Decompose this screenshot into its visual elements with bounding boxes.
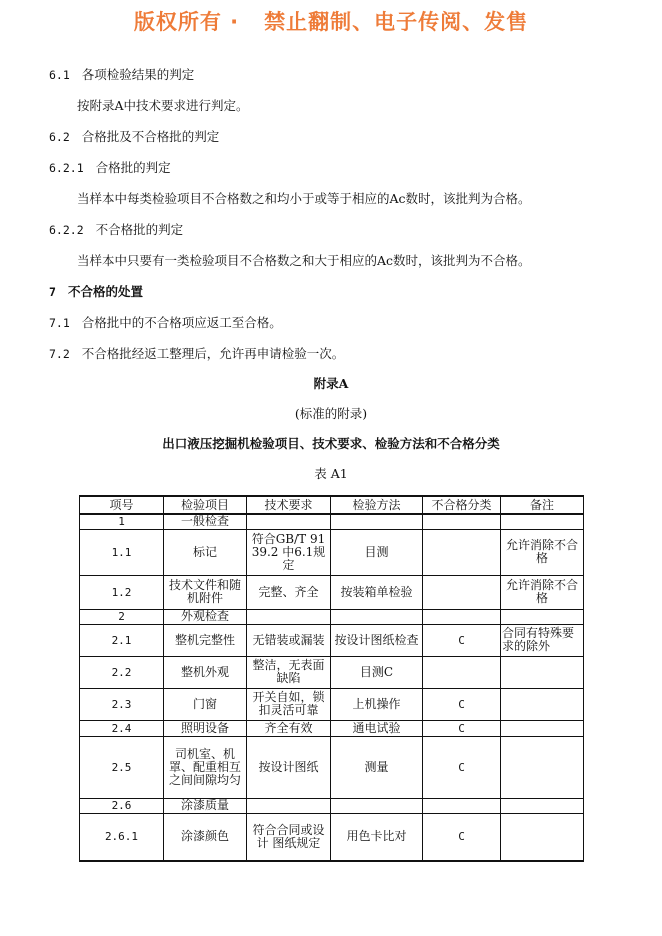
section-title: 合格批中的不合格项应返工至合格。	[81, 315, 282, 330]
column-header: 不合格分类	[423, 496, 501, 514]
cell-item-number: 2.6.1	[80, 813, 164, 861]
cell-technical-requirement: 齐全有效	[247, 720, 331, 736]
cell-inspection-item: 标记	[164, 529, 247, 575]
section-6-1	[49, 65, 194, 83]
table-row	[80, 575, 584, 609]
section-7-2	[49, 344, 344, 362]
cell-inspection-method: 目测C	[331, 656, 423, 688]
cell-remarks: 允许消除不合格	[501, 529, 584, 575]
inspection-table	[79, 495, 584, 862]
cell-nonconformity-class: C	[423, 688, 501, 720]
cell-inspection-item: 司机室、机罩、配重相互之间间隙均匀	[164, 736, 247, 798]
cell-inspection-method	[331, 514, 423, 529]
column-header: 备注	[501, 496, 584, 514]
table-label: 表 A1	[314, 466, 348, 481]
cell-inspection-method: 上机操作	[331, 688, 423, 720]
column-header: 技术要求	[247, 496, 331, 514]
section-number: 7	[49, 285, 56, 299]
cell-remarks: 允许消除不合格	[501, 575, 584, 609]
cell-item-number: 1	[80, 514, 164, 529]
cell-nonconformity-class	[423, 609, 501, 624]
appendix-title: 附录A	[313, 376, 349, 391]
cell-item-number: 2.6	[80, 798, 164, 813]
cell-nonconformity-class	[423, 656, 501, 688]
cell-technical-requirement: 整洁，无表面缺陷	[247, 656, 331, 688]
cell-technical-requirement: 完整、齐全	[247, 575, 331, 609]
table-row	[80, 656, 584, 688]
section-6-2-2	[49, 220, 183, 238]
copyright-watermark: 版权所有 · 禁止翻制、电子传阅、发售	[133, 10, 529, 34]
cell-inspection-method: 通电试验	[331, 720, 423, 736]
cell-inspection-method: 用色卡比对	[331, 813, 423, 861]
cell-inspection-method	[331, 609, 423, 624]
cell-nonconformity-class: C	[423, 813, 501, 861]
cell-technical-requirement	[247, 798, 331, 813]
cell-inspection-item: 一般检查	[164, 514, 247, 529]
cell-inspection-item: 门窗	[164, 688, 247, 720]
cell-technical-requirement: 符合合同或设计 图纸规定	[247, 813, 331, 861]
cell-item-number: 1.2	[80, 575, 164, 609]
cell-technical-requirement: 按设计图纸	[247, 736, 331, 798]
cell-remarks	[501, 813, 584, 861]
section-title: 不合格批的判定	[95, 222, 184, 237]
section-number: 7.1	[49, 316, 70, 330]
section-7	[49, 282, 143, 300]
table-row	[80, 529, 584, 575]
cell-nonconformity-class: C	[423, 720, 501, 736]
cell-inspection-method: 按装箱单检验	[331, 575, 423, 609]
cell-technical-requirement: 开关自如，锁扣灵活可靠	[247, 688, 331, 720]
section-7-1	[49, 313, 282, 331]
cell-inspection-method: 按设计图纸检查	[331, 624, 423, 656]
section-number: 6.2	[49, 130, 70, 144]
cell-inspection-item: 涂漆质量	[164, 798, 247, 813]
cell-nonconformity-class	[423, 575, 501, 609]
cell-remarks	[501, 688, 584, 720]
table-row	[80, 688, 584, 720]
section-number: 7.2	[49, 347, 70, 361]
section-number: 6.1	[49, 68, 70, 82]
cell-remarks	[501, 736, 584, 798]
cell-item-number: 2.3	[80, 688, 164, 720]
cell-technical-requirement: 无错装或漏装	[247, 624, 331, 656]
cell-remarks	[501, 656, 584, 688]
cell-remarks	[501, 609, 584, 624]
column-header: 检验项目	[164, 496, 247, 514]
cell-remarks	[501, 798, 584, 813]
cell-item-number: 2	[80, 609, 164, 624]
section-number: 6.2.2	[49, 223, 84, 237]
cell-inspection-item: 涂漆颜色	[164, 813, 247, 861]
cell-inspection-item: 技术文件和随机附件	[164, 575, 247, 609]
column-header: 项号	[80, 496, 164, 514]
table-row	[80, 813, 584, 861]
cell-nonconformity-class	[423, 514, 501, 529]
table-row	[80, 798, 584, 813]
section-title: 不合格的处置	[67, 284, 143, 299]
table-row	[80, 720, 584, 736]
cell-inspection-item: 整机外观	[164, 656, 247, 688]
paragraph-text: 当样本中每类检验项目不合格数之和均小于或等于相应的Ac数时，该批判为合格。	[77, 191, 531, 206]
cell-inspection-item: 外观检查	[164, 609, 247, 624]
cell-technical-requirement	[247, 609, 331, 624]
cell-inspection-item: 整机完整性	[164, 624, 247, 656]
cell-nonconformity-class: C	[423, 624, 501, 656]
cell-item-number: 2.4	[80, 720, 164, 736]
table-header-row	[80, 496, 584, 514]
table-row	[80, 609, 584, 624]
cell-item-number: 1.1	[80, 529, 164, 575]
section-6-2-1	[49, 158, 171, 176]
section-title: 不合格批经返工整理后，允许再申请检验一次。	[81, 346, 345, 361]
cell-item-number: 2.5	[80, 736, 164, 798]
cell-technical-requirement: 符合GB/T 9139.2 中6.1规定	[247, 529, 331, 575]
cell-remarks	[501, 720, 584, 736]
cell-remarks: 合同有特殊要求的除外	[501, 624, 584, 656]
cell-item-number: 2.1	[80, 624, 164, 656]
cell-inspection-method: 测量	[331, 736, 423, 798]
paragraph-text: 当样本中只要有一类检验项目不合格数之和大于相应的Ac数时，该批判为不合格。	[77, 253, 531, 268]
cell-nonconformity-class	[423, 529, 501, 575]
cell-nonconformity-class	[423, 798, 501, 813]
cell-inspection-method: 目测	[331, 529, 423, 575]
cell-nonconformity-class: C	[423, 736, 501, 798]
section-number: 6.2.1	[49, 161, 84, 175]
cell-remarks	[501, 514, 584, 529]
appendix-subtitle: (标准的附录)	[294, 406, 368, 421]
section-6-2	[49, 127, 219, 145]
section-title: 合格批及不合格批的判定	[81, 129, 220, 144]
cell-item-number: 2.2	[80, 656, 164, 688]
table-row	[80, 514, 584, 529]
cell-technical-requirement	[247, 514, 331, 529]
section-title: 合格批的判定	[95, 160, 171, 175]
section-title: 各项检验结果的判定	[81, 67, 195, 82]
table-row	[80, 736, 584, 798]
cell-inspection-method	[331, 798, 423, 813]
paragraph-text: 按附录A中技术要求进行判定。	[77, 98, 249, 113]
appendix-heading: 出口液压挖掘机检验项目、技术要求、检验方法和不合格分类	[162, 436, 500, 451]
column-header: 检验方法	[331, 496, 423, 514]
cell-inspection-item: 照明设备	[164, 720, 247, 736]
table-row	[80, 624, 584, 656]
